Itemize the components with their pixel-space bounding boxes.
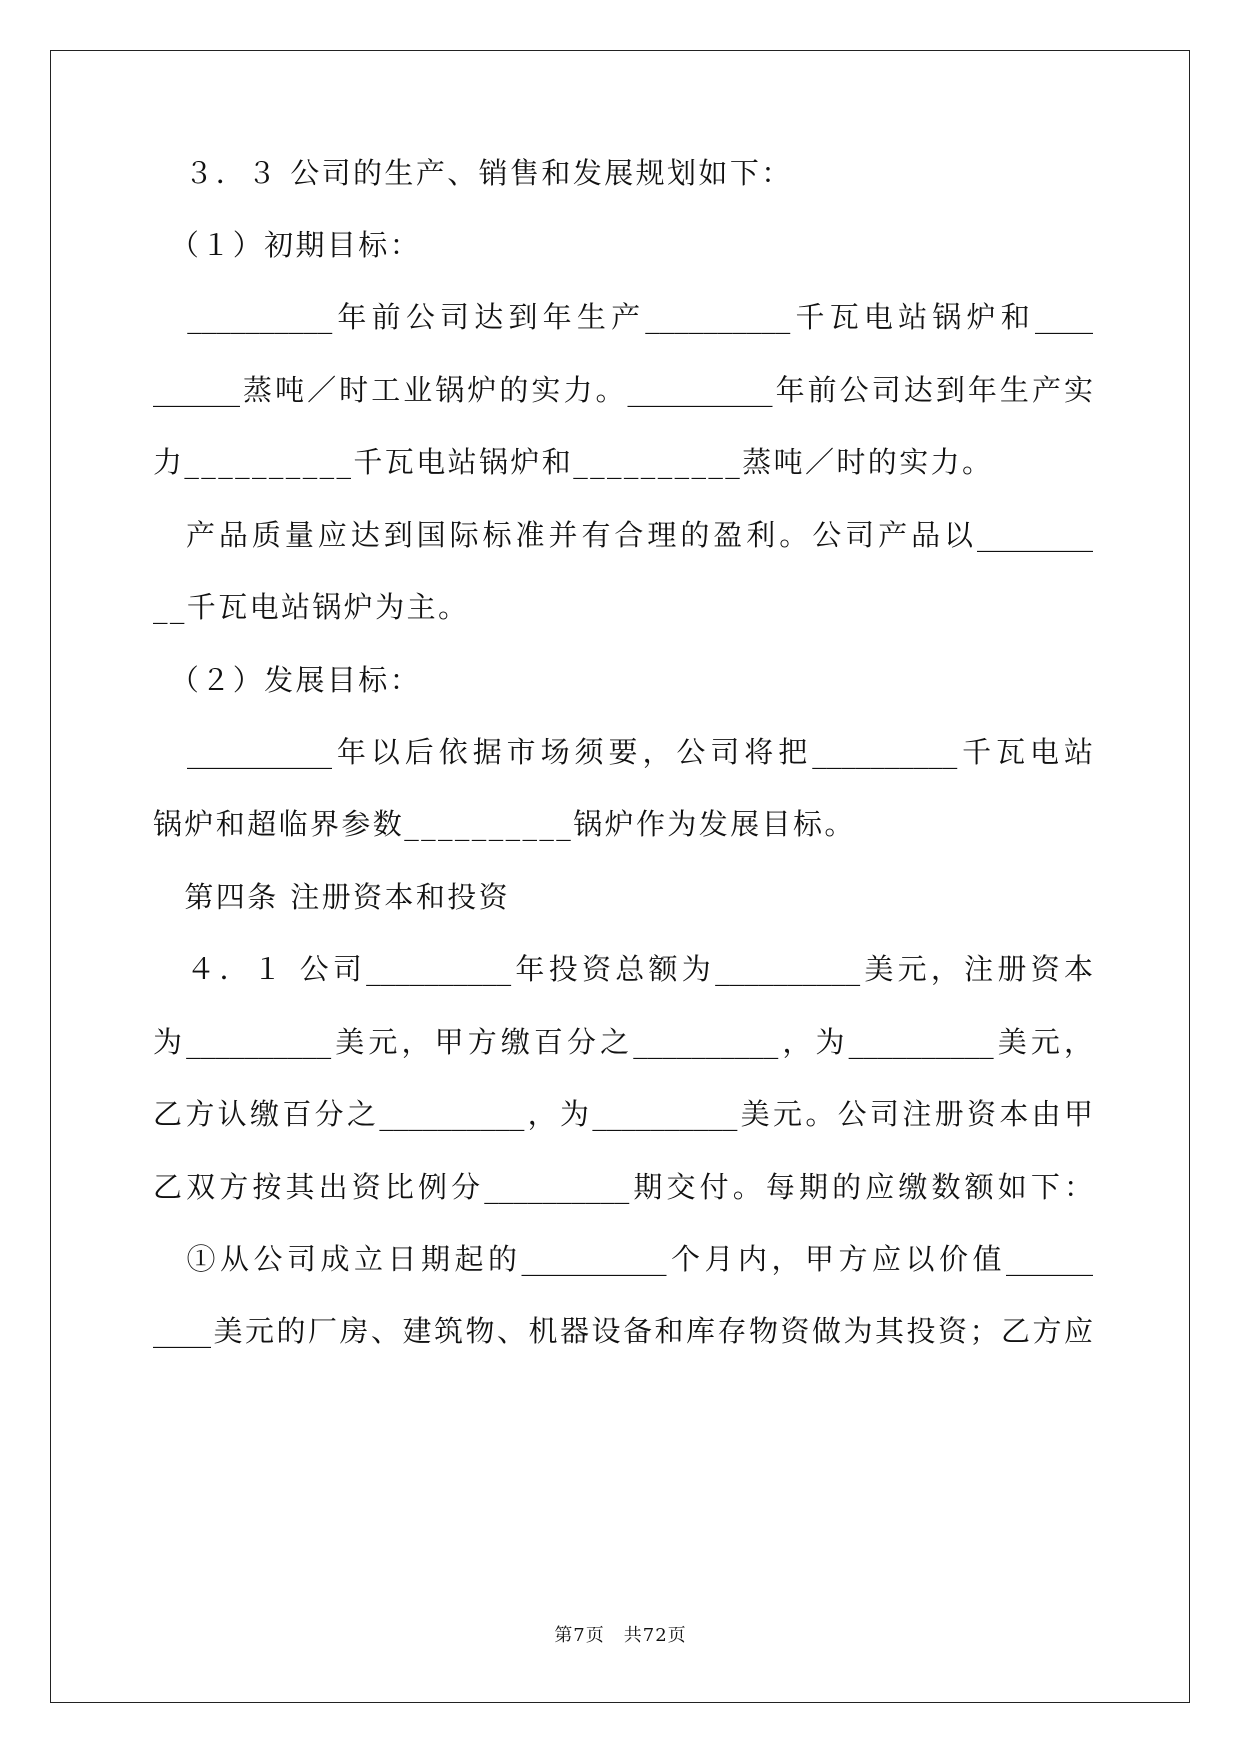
text-line: 乙方认缴百分之__________，为__________美元。公司注册资本由甲 [153,1097,1093,1131]
text-line: （２）发展目标： [153,663,422,697]
text-line: ①从公司成立日期起的__________个月内，甲方应以价值______ [153,1242,1093,1276]
text-line: 乙双方按其出资比例分__________期交付。每期的应缴数额如下： [153,1170,1093,1204]
text-line: ３．３ 公司的生产、销售和发展规划如下： [153,156,793,190]
text-line: ４．１ 公司__________年投资总额为__________美元，注册资本 [153,952,1093,986]
text-line: 力__________千瓦电站锅炉和__________蒸吨／时的实力。 [153,445,994,479]
text-line: ______蒸吨／时工业锅炉的实力。__________年前公司达到年生产实 [153,373,1093,407]
text-line: 为__________美元，甲方缴百分之__________，为__________美元， [153,1025,1093,1059]
text-line: 产品质量应达到国际标准并有合理的盈利。公司产品以________ [153,518,1093,552]
text-line: ____美元的厂房、建筑物、机器设备和库存物资做为其投资；乙方应 [153,1314,1093,1348]
text-line: （１）初期目标： [153,228,422,262]
section-heading: 第四条 注册资本和投资 [153,880,511,914]
text-line: 锅炉和超临界参数__________锅炉作为发展目标。 [153,807,856,841]
text-line: __________年以后依据市场须要，公司将把__________千瓦电站 [153,735,1093,769]
text-line: __________年前公司达到年生产__________千瓦电站锅炉和____ [153,300,1093,334]
page-number: 第7页 共72页 [554,1625,687,1646]
text-line: __千瓦电站锅炉为主。 [153,590,470,624]
